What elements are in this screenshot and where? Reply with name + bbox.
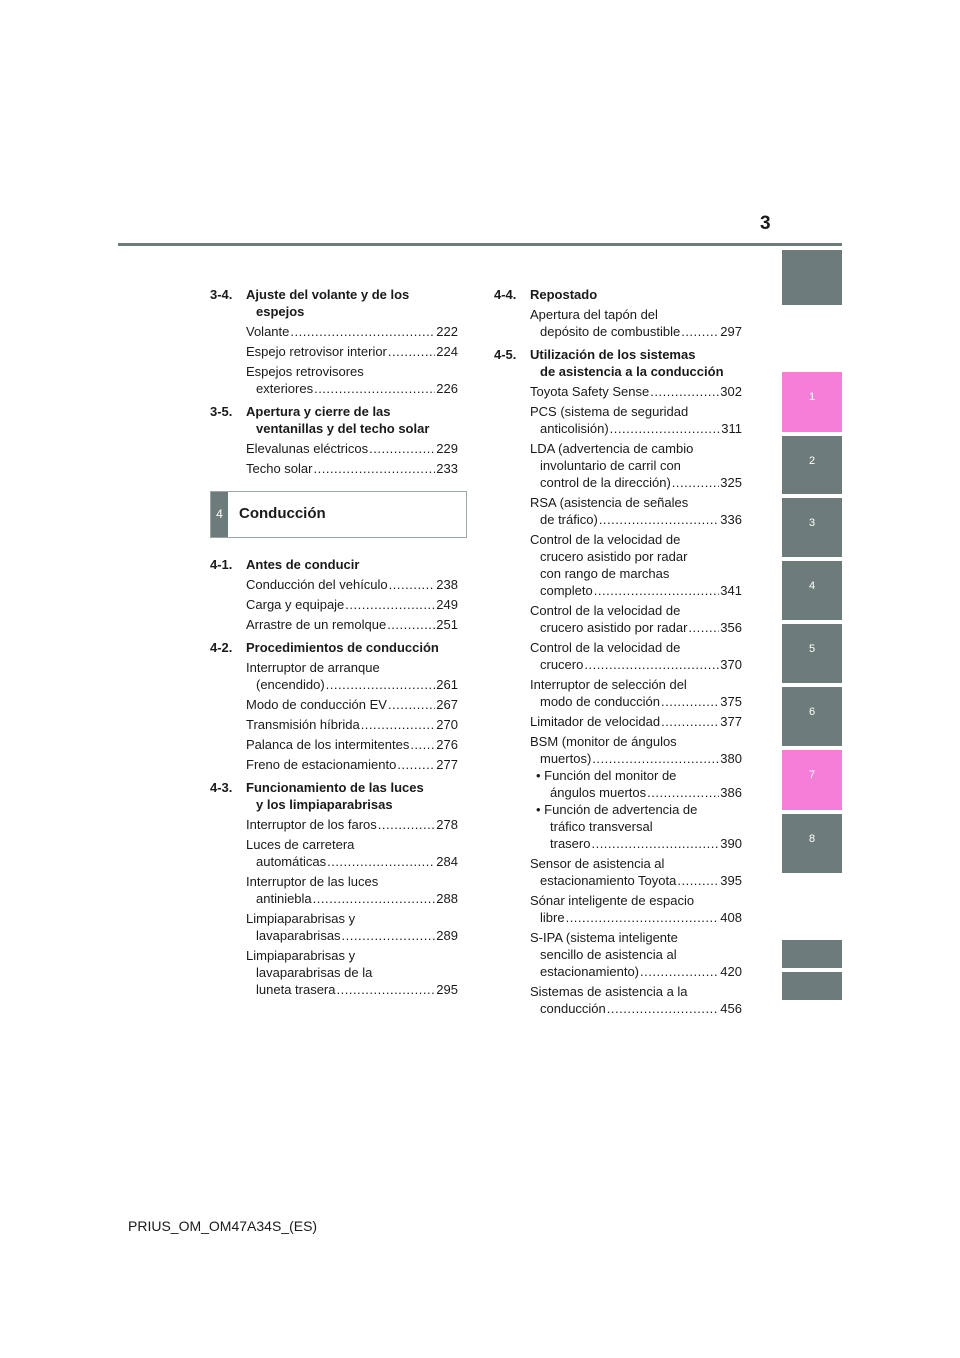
entry-text: estacionamiento): [540, 964, 639, 979]
toc-entry[interactable]: [494, 440, 742, 491]
entry-text-line: crucero asistido por radar: [540, 549, 688, 564]
toc-entry[interactable]: [494, 733, 742, 767]
entry-text-line: Limpiaparabrisas y: [246, 911, 356, 926]
entry-page: 267: [436, 697, 458, 712]
entry-text-line: Espejos retrovisores: [246, 364, 364, 379]
entry-text: control de la dirección): [540, 475, 671, 490]
section-number: 4-4.: [494, 287, 517, 302]
entry-page: 356: [720, 620, 742, 635]
header-rule: [118, 243, 842, 246]
toc-entry[interactable]: [210, 756, 458, 773]
toc-entry[interactable]: [210, 716, 458, 733]
entry-text: crucero asistido por radar: [540, 620, 688, 635]
chapter-header-box: [210, 491, 467, 538]
section-title-line: espejos: [256, 304, 305, 319]
entry-page: 270: [436, 717, 458, 732]
entry-text-line: sencillo de asistencia al: [540, 947, 677, 962]
tab-chapter-5[interactable]: 5: [782, 624, 842, 683]
toc-left-column: [210, 286, 458, 998]
entry-page: 251: [436, 617, 458, 632]
toc-entry[interactable]: [494, 713, 742, 730]
chapter-title: Conducción: [239, 505, 326, 522]
tab-blank-top[interactable]: [782, 250, 842, 305]
toc-entry[interactable]: [494, 892, 742, 926]
toc-entry[interactable]: [494, 494, 742, 528]
entry-text: Palanca de los intermitentes: [246, 737, 410, 752]
entry-text: Conducción del vehículo: [246, 577, 388, 592]
entry-page: 261: [436, 677, 458, 692]
toc-entry[interactable]: [494, 403, 742, 437]
entry-text-line: Control de la velocidad de: [530, 532, 681, 547]
toc-sub-entry[interactable]: [494, 801, 742, 852]
entry-text-line: Luces de carretera: [246, 837, 355, 852]
entry-text: muertos): [540, 751, 592, 766]
section-title-line: Repostado: [530, 287, 598, 302]
entry-page: 377: [720, 714, 742, 729]
toc-sub-entry[interactable]: [494, 767, 742, 801]
toc-entry[interactable]: [494, 676, 742, 710]
toc-entry[interactable]: [210, 947, 458, 998]
tab-blank-a[interactable]: [782, 940, 842, 968]
entry-page: 370: [720, 657, 742, 672]
toc-entry[interactable]: [210, 696, 458, 713]
toc-section-4-5[interactable]: [494, 346, 742, 380]
toc-section-4-4[interactable]: [494, 286, 742, 303]
tab-chapter-7[interactable]: 7: [782, 750, 842, 810]
toc-entry[interactable]: [494, 929, 742, 980]
entry-page: 390: [720, 836, 742, 851]
section-number: 3-4.: [210, 287, 233, 302]
toc-entry[interactable]: [210, 816, 458, 833]
entry-page: 288: [436, 891, 458, 906]
entry-page: 311: [721, 421, 742, 436]
entry-text: depósito de combustible: [540, 324, 681, 339]
toc-entry[interactable]: [210, 873, 458, 907]
entry-page: 341: [720, 583, 742, 598]
entry-text: lavaparabrisas: [256, 928, 341, 943]
section-title-line: Ajuste del volante y de los: [246, 287, 410, 302]
toc-entry[interactable]: [494, 639, 742, 673]
entry-page: 289: [436, 928, 458, 943]
entry-page: 380: [720, 751, 742, 766]
toc-entry[interactable]: [494, 855, 742, 889]
entry-text-line: RSA (asistencia de señales: [530, 495, 689, 510]
tab-chapter-4[interactable]: 4: [782, 561, 842, 620]
section-number: 3-5.: [210, 404, 233, 419]
entry-page: 249: [436, 597, 458, 612]
entry-text: completo: [540, 583, 593, 598]
entry-page: 456: [720, 1001, 742, 1016]
toc-entry[interactable]: [210, 836, 458, 870]
entry-text-line: con rango de marchas: [540, 566, 670, 581]
toc-entry[interactable]: [210, 616, 458, 633]
tab-chapter-6[interactable]: 6: [782, 687, 842, 746]
entry-text-line: Control de la velocidad de: [530, 640, 681, 655]
entry-text: exteriores: [256, 381, 314, 396]
toc-entry[interactable]: [494, 383, 742, 400]
entry-text-line: Control de la velocidad de: [530, 603, 681, 618]
entry-text: Toyota Safety Sense: [530, 384, 650, 399]
toc-section-4-2[interactable]: [210, 639, 458, 656]
section-number: 4-2.: [210, 640, 233, 655]
chapter-number-badge: 4: [211, 492, 228, 537]
entry-page: 302: [720, 384, 742, 399]
tab-blank-b[interactable]: [782, 972, 842, 1000]
entry-text: Volante: [246, 324, 290, 339]
entry-text-line: Sensor de asistencia al: [530, 856, 665, 871]
entry-page: 226: [436, 381, 458, 396]
entry-page: 325: [720, 475, 742, 490]
entry-text: Techo solar: [246, 461, 313, 476]
section-title-line: Procedimientos de conducción: [246, 640, 439, 655]
entry-text: luneta trasera: [256, 982, 336, 997]
entry-text-line: tráfico transversal: [550, 819, 653, 834]
toc-entry[interactable]: [210, 460, 458, 477]
entry-text: estacionamiento Toyota: [540, 873, 677, 888]
tab-chapter-2[interactable]: 2: [782, 436, 842, 494]
toc-section-3-4[interactable]: [210, 286, 458, 320]
entry-page: 395: [720, 873, 742, 888]
section-number: 4-3.: [210, 780, 233, 795]
entry-text: automáticas: [256, 854, 327, 869]
entry-page: 408: [720, 910, 742, 925]
entry-text-line: Sistemas de asistencia a la: [530, 984, 688, 999]
section-number: 4-1.: [210, 557, 233, 572]
entry-text: trasero: [550, 836, 591, 851]
entry-text: Transmisión híbrida: [246, 717, 360, 732]
section-number: 4-5.: [494, 347, 517, 362]
entry-page: 375: [720, 694, 742, 709]
toc-entry[interactable]: [210, 363, 458, 397]
entry-page: 278: [436, 817, 458, 832]
section-title-line: de asistencia a la conducción: [540, 364, 724, 379]
entry-page: 238: [436, 577, 458, 592]
toc-entry[interactable]: [494, 306, 742, 340]
entry-text-line: LDA (advertencia de cambio: [530, 441, 694, 456]
toc-entry[interactable]: [210, 736, 458, 753]
entry-text: Espejo retrovisor interior: [246, 344, 387, 359]
entry-text: conducción: [540, 1001, 606, 1016]
entry-text: Freno de estacionamiento: [246, 757, 397, 772]
section-title-line: y los limpiaparabrisas: [256, 797, 393, 812]
entry-text: ángulos muertos: [550, 785, 647, 800]
entry-text: Interruptor de los faros: [246, 817, 377, 832]
entry-page: 276: [436, 737, 458, 752]
toc-entry[interactable]: [210, 440, 458, 457]
entry-page: 229: [436, 441, 458, 456]
entry-text-line: • Función del monitor de: [536, 768, 677, 783]
section-title-line: Utilización de los sistemas: [530, 347, 696, 362]
toc-entry[interactable]: [210, 910, 458, 944]
entry-page: 386: [720, 785, 742, 800]
entry-text: anticolisión): [540, 421, 609, 436]
entry-text-line: Apertura del tapón del: [530, 307, 658, 322]
entry-text: de tráfico): [540, 512, 598, 527]
entry-text-line: PCS (sistema de seguridad: [530, 404, 689, 419]
entry-text: Carga y equipaje: [246, 597, 345, 612]
entry-text: libre: [540, 910, 565, 925]
footer-doc-code: PRIUS_OM_OM47A34S_(ES): [128, 1218, 318, 1234]
entry-text: antiniebla: [256, 891, 312, 906]
toc-section-4-1[interactable]: [210, 556, 458, 573]
entry-text-line: • Función de advertencia de: [536, 802, 698, 817]
toc-right-column: [494, 286, 742, 1017]
entry-text-line: Limpiaparabrisas y: [246, 948, 356, 963]
page-number: 3: [760, 213, 771, 234]
entry-text-line: Interruptor de selección del: [530, 677, 687, 692]
entry-page: 284: [436, 854, 458, 869]
entry-text-line: S-IPA (sistema inteligente: [530, 930, 678, 945]
tab-chapter-1[interactable]: 1: [782, 372, 842, 432]
section-title-line: ventanillas y del techo solar: [256, 421, 430, 436]
entry-text: Limitador de velocidad: [530, 714, 661, 729]
toc-section-4-3[interactable]: [210, 779, 458, 813]
toc-section-3-5[interactable]: [210, 403, 458, 437]
section-title-line: Antes de conducir: [246, 557, 360, 572]
entry-text: (encendido): [256, 677, 325, 692]
toc-entry[interactable]: [210, 323, 458, 340]
entry-text: crucero: [540, 657, 584, 672]
section-title-line: Funcionamiento de las luces: [246, 780, 424, 795]
tab-chapter-3[interactable]: 3: [782, 498, 842, 557]
toc-entry[interactable]: [210, 596, 458, 613]
entry-text: Modo de conducción EV: [246, 697, 387, 712]
toc-entry[interactable]: [210, 576, 458, 593]
entry-page: 336: [720, 512, 742, 527]
entry-text-line: BSM (monitor de ángulos: [530, 734, 677, 749]
entry-text: Arrastre de un remolque: [246, 617, 387, 632]
toc-entry[interactable]: [210, 343, 458, 360]
entry-page: 222: [436, 324, 458, 339]
toc-entry[interactable]: [494, 602, 742, 636]
entry-text-line: Interruptor de arranque: [246, 660, 380, 675]
entry-text-line: Sónar inteligente de espacio: [530, 893, 695, 908]
entry-text: modo de conducción: [540, 694, 660, 709]
entry-page: 224: [436, 344, 458, 359]
entry-page: 233: [436, 461, 458, 476]
tab-chapter-8[interactable]: 8: [782, 814, 842, 873]
toc-entry[interactable]: [494, 531, 742, 599]
entry-text-line: lavaparabrisas de la: [256, 965, 373, 980]
entry-page: 277: [436, 757, 458, 772]
entry-page: 295: [436, 982, 458, 997]
toc-entry[interactable]: [210, 659, 458, 693]
entry-text-line: involuntario de carril con: [540, 458, 681, 473]
entry-page: 420: [720, 964, 742, 979]
entry-text: Elevalunas eléctricos: [246, 441, 369, 456]
toc-entry[interactable]: [494, 983, 742, 1017]
entry-page: 297: [720, 324, 742, 339]
entry-text-line: Interruptor de las luces: [246, 874, 379, 889]
section-title-line: Apertura y cierre de las: [246, 404, 391, 419]
